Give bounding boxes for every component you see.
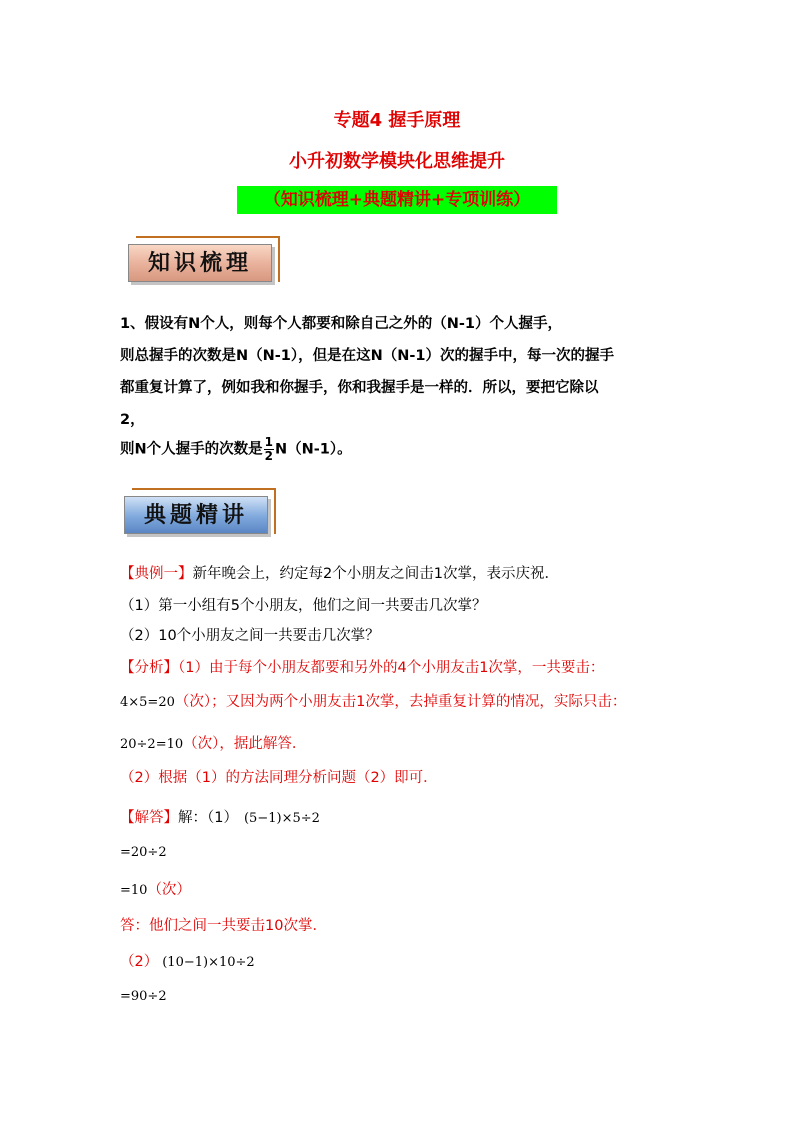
fraction-one-half (264, 436, 274, 463)
analysis-line-4: （2）根据（1）的方法同理分析问题（2）即可． (120, 770, 438, 786)
fraction-denominator: 2 (264, 449, 273, 463)
solution-unit: （次） (147, 882, 191, 898)
answer-1: 答：他们之间一共要击10次掌． (120, 918, 327, 934)
solution-expression: =10 (120, 883, 148, 898)
analysis-text: （次），据此解答． (183, 736, 307, 752)
section-banner-knowledge (128, 236, 280, 280)
doc-subtitle: 小升初数学模块化思维提升 (289, 151, 505, 172)
part2-expression: (10−1)×10÷2 (162, 955, 255, 970)
formula-suffix: N（N-1）。 (275, 441, 352, 458)
analysis-expression: 4×5=20 (120, 695, 175, 710)
section-banner-examples (124, 488, 276, 532)
question-2: （2）10个小朋友之间一共要击几次掌？ (120, 628, 380, 644)
fraction-numerator: 1 (264, 435, 273, 449)
knowledge-line-3: 都重复计算了，例如我和你握手，你和我握手是一样的．所以，要把它除以 (120, 380, 599, 396)
example-text: 新年晚会上，约定每2个小朋友之间击1次掌，表示庆祝． (192, 566, 559, 582)
example-1-statement (120, 562, 559, 583)
part2-label: （2） (120, 954, 159, 970)
formula-prefix: 则N个人握手的次数是 (120, 441, 263, 458)
example-tag: 【典例一】 (120, 566, 193, 582)
solution-tag: 【解答】 (120, 810, 178, 826)
analysis-line-2 (120, 690, 626, 711)
knowledge-line-1: 1、假设有N个人，则每个人都要和除自己之外的（N-1）个人握手， (120, 316, 562, 332)
solution-lead: 解：（1） (178, 810, 238, 826)
doc-title: 专题4 握手原理 (333, 110, 461, 131)
analysis-tag: 【分析】 (120, 660, 178, 676)
doc-tagline: （知识梳理+典题精讲+专项训练） (237, 186, 557, 214)
question-1: （1）第一小组有5个小朋友，他们之间一共要击几次掌？ (120, 598, 487, 614)
knowledge-line-2: 则总握手的次数是N（N-1），但是在这N（N-1）次的握手中，每一次的握手 (120, 348, 615, 364)
solution-line-1 (120, 806, 320, 827)
analysis-expression: 20÷2=10 (120, 737, 184, 752)
part2-line-2 (120, 988, 167, 1004)
part2-line-1 (120, 950, 255, 971)
knowledge-line-4: 2， (120, 412, 145, 428)
solution-expression: (5−1)×5÷2 (243, 811, 320, 826)
knowledge-line-5 (120, 436, 352, 463)
solution-expression: =20÷2 (120, 845, 167, 860)
analysis-line-3 (120, 732, 306, 753)
solution-line-3 (120, 878, 191, 899)
banner-label: 典题精讲 (124, 496, 268, 534)
analysis-line-1 (120, 656, 604, 677)
analysis-text: （次）；又因为两个小朋友击1次掌，去掉重复计算的情况，实际只击： (174, 694, 627, 710)
part2-expression: =90÷2 (120, 989, 167, 1004)
solution-line-2 (120, 844, 167, 860)
banner-label: 知识梳理 (128, 244, 272, 282)
analysis-text: （1）由于每个小朋友都要和另外的4个小朋友击1次掌，一共要击： (178, 660, 605, 676)
